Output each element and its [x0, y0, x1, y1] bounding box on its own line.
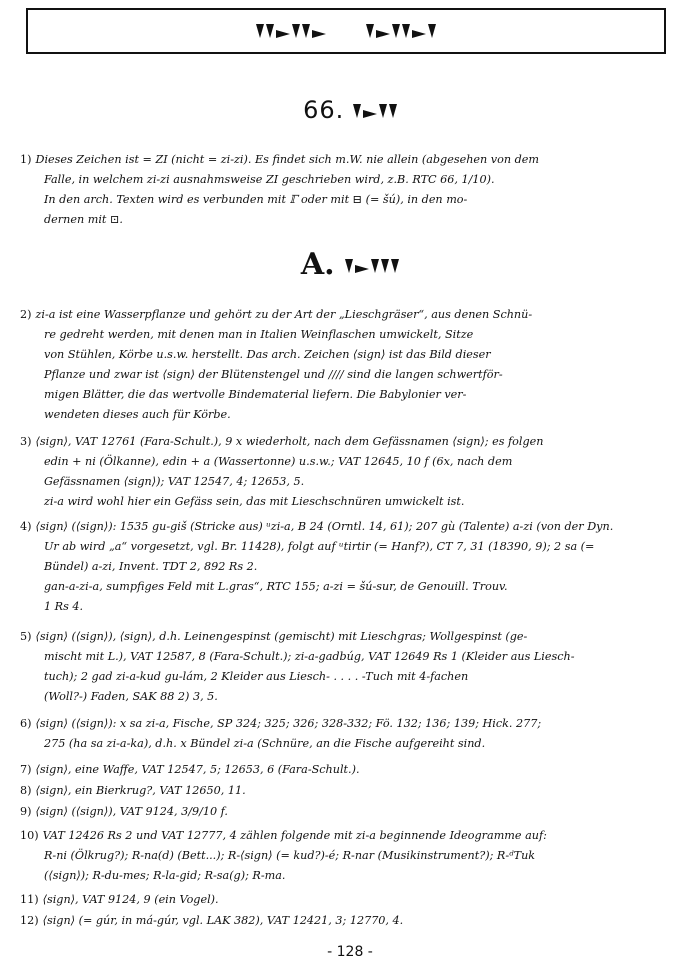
- cuneiform-sign-icon: [353, 104, 397, 118]
- entry-line: ⟨sign⟩, VAT 9124, 9 (ein Vogel).: [42, 893, 219, 906]
- entry-line: Ur ab wird „a“ vorgesetzt, vgl. Br. 11428), folgt auf ᵘtirtir (= Hanf?), CT 7, 31 (18390, 9); 2 sa (=: [44, 540, 595, 553]
- entry-line: wendeten dieses auch für Körbe.: [44, 408, 231, 421]
- entry-line: Bündel) a-zi, Invent. TDT 2, 892 Rs 2.: [44, 560, 258, 573]
- entry-4: 4) ⟨sign⟩ (⟨sign⟩): 1535 gu-giš (Stricke aus) ᵘzi-a, B 24 (Orntl. 14, 61); 207 gù (Talente) a-zi (von der Dyn. Ur ab wird „a“ vorgesetzt, vgl. Br. 11428), folgt auf ᵘtirtir (= Hanf?), CT 7, 31 (18390, 9); 2 sa (= Bündel) a-zi, Invent. TDT 2, 892 Rs 2. gan-a-zi-a, sumpfiges Feld mit L.gras“, RTC 155; a-zi = šú-sur, de Genouill. Trouv. 1 Rs 4.: [20, 517, 688, 617]
- entry-line: dernen mit ⊡.: [44, 213, 123, 226]
- entry-10: 10) VAT 12426 Rs 2 und VAT 12777, 4 zählen folgende mit zi-a beginnende Ideogramme auf: R-ni (Ölkrug?); R-na(d) (Bett...); R-⟨sign⟩ (= kud?)-é; R-nar (Musikinstrument?); R-ᵈTuk (⟨sign⟩); R-du-mes; R-la-gid; R-sa(g); R-ma.: [20, 826, 688, 886]
- entry-3: 3) ⟨sign⟩, VAT 12761 (Fara-Schult.), 9 x wiederholt, nach dem Gefässnamen ⟨sign⟩; es folgen edin + ni (Ölkanne), edin + a (Wassertonne) u.s.w.; VAT 12645, 10 f (6x, nach dem Gefässnamen ⟨sign⟩); VAT 12547, 4; 12653, 5. zi-a wird wohl hier ein Gefäss sein, das mit Lieschschnüren umwickelt ist.: [20, 432, 688, 512]
- entry-11: 11) ⟨sign⟩, VAT 9124, 9 (ein Vogel).: [20, 893, 219, 906]
- entry-line: ⟨sign⟩ (= gúr, in má-gúr, vgl. LAK 382), VAT 12421, 3; 12770, 4.: [42, 914, 404, 927]
- entry-line: In den arch. Texten wird es verbunden mit ℾ oder mit ⊟ (= šú), in den mo-: [44, 193, 468, 206]
- entry-7: 7) ⟨sign⟩, eine Waffe, VAT 12547, 5; 12653, 6 (Fara-Schult.).: [20, 763, 360, 776]
- sign-number: 66.: [303, 96, 345, 124]
- entry-line: (Woll?-) Faden, SAK 88 2) 3, 5.: [44, 690, 218, 703]
- section-label: A.: [300, 247, 335, 282]
- entry-line: Gefässnamen ⟨sign⟩); VAT 12547, 4; 12653, 5.: [44, 475, 305, 488]
- header-frame: [26, 8, 666, 54]
- entry-line: Dieses Zeichen ist = ZI (nicht = zi-zi). Es findet sich m.W. nie allein (abgesehen von dem: [35, 153, 540, 166]
- entry-line: Pflanze und zwar ist ⟨sign⟩ der Blütenstengel und //// sind die langen schwertför-: [44, 368, 503, 381]
- cuneiform-sign-icon: [256, 24, 326, 38]
- entry-6: 6) ⟨sign⟩ (⟨sign⟩): x sa zi-a, Fische, SP 324; 325; 326; 328-332; Fö. 132; 136; 139; Hick. 277; 275 (ha sa zi-a-ka), d.h. x Bündel zi-a (Schnüre, an die Fische aufgereiht sind.: [20, 714, 688, 754]
- cuneiform-sign-icon: [345, 259, 399, 273]
- entry-line: ⟨sign⟩ (⟨sign⟩): x sa zi-a, Fische, SP 324; 325; 326; 328-332; Fö. 132; 136; 139; Hick. 277;: [35, 717, 542, 730]
- section-heading: [0, 247, 700, 282]
- entry-8: 8) ⟨sign⟩, ein Bierkrug?, VAT 12650, 11.: [20, 784, 246, 797]
- entry-1: 1) Dieses Zeichen ist = ZI (nicht = zi-zi). Es findet sich m.W. nie allein (abgesehen von dem Falle, in welchem zi-zi ausnahmsweise ZI geschrieben wird, z.B. RTC 66, 1/10). In den arch. Texten wird es verbunden mit ℾ oder mit ⊟ (= šú), in den mo- dernen mit ⊡.: [20, 150, 688, 230]
- page-number: - 128 -: [327, 944, 373, 960]
- entry-line: tuch); 2 gad zi-a-kud gu-lám, 2 Kleider aus Liesch- . . . . -Tuch mit 4-fachen: [44, 670, 469, 683]
- entry-9: 9) ⟨sign⟩ (⟨sign⟩), VAT 9124, 3/9/10 f.: [20, 805, 228, 818]
- entry-line: zi-a ist eine Wasserpflanze und gehört zu der Art der „Lieschgräser“, aus denen Schnü-: [35, 308, 533, 321]
- entry-line: von Stühlen, Körbe u.s.w. herstellt. Das arch. Zeichen ⟨sign⟩ ist das Bild dieser: [44, 348, 491, 361]
- entry-2: 2) zi-a ist eine Wasserpflanze und gehört zu der Art der „Lieschgräser“, aus denen Schnü- re gedreht werden, mit denen man in Italien Weinflaschen umwickelt, Sitze von Stühlen, Körbe u.s.w. herstellt. Das arch. Zeichen ⟨sign⟩ ist das Bild dieser Pflanze und zwar ist ⟨sign⟩ der Blütenstengel und //// sind die langen schwertför- migen Blätter, die das wertvolle Bindematerial liefern. Die Babylonier ver- wendeten dieses auch für Körbe.: [20, 305, 688, 425]
- entry-line: Falle, in welchem zi-zi ausnahmsweise ZI geschrieben wird, z.B. RTC 66, 1/10).: [44, 173, 495, 186]
- entry-line: VAT 12426 Rs 2 und VAT 12777, 4 zählen folgende mit zi-a beginnende Ideogramme auf:: [42, 829, 547, 842]
- entry-line: gan-a-zi-a, sumpfiges Feld mit L.gras“, RTC 155; a-zi = šú-sur, de Genouill. Trouv.: [44, 580, 508, 593]
- entry-line: mischt mit L.), VAT 12587, 8 (Fara-Schult.); zi-a-gadbúg, VAT 12649 Rs 1 (Kleider aus Liesch-: [44, 650, 575, 663]
- entry-line: ⟨sign⟩, eine Waffe, VAT 12547, 5; 12653, 6 (Fara-Schult.).: [35, 763, 360, 776]
- entry-5: 5) ⟨sign⟩ (⟨sign⟩), ⟨sign⟩, d.h. Leinengespinst (gemischt) mit Lieschgras; Wollgespinst (ge- mischt mit L.), VAT 12587, 8 (Fara-Schult.); zi-a-gadbúg, VAT 12649 Rs 1 (Kleider aus Liesch- tuch); 2 gad zi-a-kud gu-lám, 2 Kleider aus Liesch- . . . . -Tuch mit 4-fachen (Woll?-) Faden, SAK 88 2) 3, 5.: [20, 627, 688, 707]
- entry-line: ⟨sign⟩, ein Bierkrug?, VAT 12650, 11.: [35, 784, 246, 797]
- entry-line: ⟨sign⟩, VAT 12761 (Fara-Schult.), 9 x wiederholt, nach dem Gefässnamen ⟨sign⟩; es folgen: [35, 435, 544, 448]
- entry-line: 275 (ha sa zi-a-ka), d.h. x Bündel zi-a (Schnüre, an die Fische aufgereiht sind.: [44, 737, 486, 750]
- sign-number-heading: [0, 96, 700, 124]
- entry-line: R-ni (Ölkrug?); R-na(d) (Bett...); R-⟨sign⟩ (= kud?)-é; R-nar (Musikinstrument?); R-ᵈTuk: [44, 849, 536, 862]
- entry-12: 12) ⟨sign⟩ (= gúr, in má-gúr, vgl. LAK 382), VAT 12421, 3; 12770, 4.: [20, 914, 404, 927]
- entry-line: edin + ni (Ölkanne), edin + a (Wassertonne) u.s.w.; VAT 12645, 10 f (6x, nach dem: [44, 455, 513, 468]
- entry-line: zi-a wird wohl hier ein Gefäss sein, das mit Lieschschnüren umwickelt ist.: [44, 495, 465, 508]
- cuneiform-sign-icon: [366, 24, 436, 38]
- entry-line: re gedreht werden, mit denen man in Italien Weinflaschen umwickelt, Sitze: [44, 328, 474, 341]
- entry-line: migen Blätter, die das wertvolle Bindematerial liefern. Die Babylonier ver-: [44, 388, 467, 401]
- entry-line: ⟨sign⟩ (⟨sign⟩): 1535 gu-giš (Stricke aus) ᵘzi-a, B 24 (Orntl. 14, 61); 207 gù (Talente) a-zi (von der Dyn.: [35, 520, 614, 533]
- entry-line: ⟨sign⟩ (⟨sign⟩), ⟨sign⟩, d.h. Leinengespinst (gemischt) mit Lieschgras; Wollgespinst (ge-: [35, 630, 528, 643]
- entry-line: ⟨sign⟩ (⟨sign⟩), VAT 9124, 3/9/10 f.: [35, 805, 228, 818]
- entry-line: (⟨sign⟩); R-du-mes; R-la-gid; R-sa(g); R-ma.: [44, 869, 286, 882]
- entry-line: 1 Rs 4.: [44, 600, 84, 613]
